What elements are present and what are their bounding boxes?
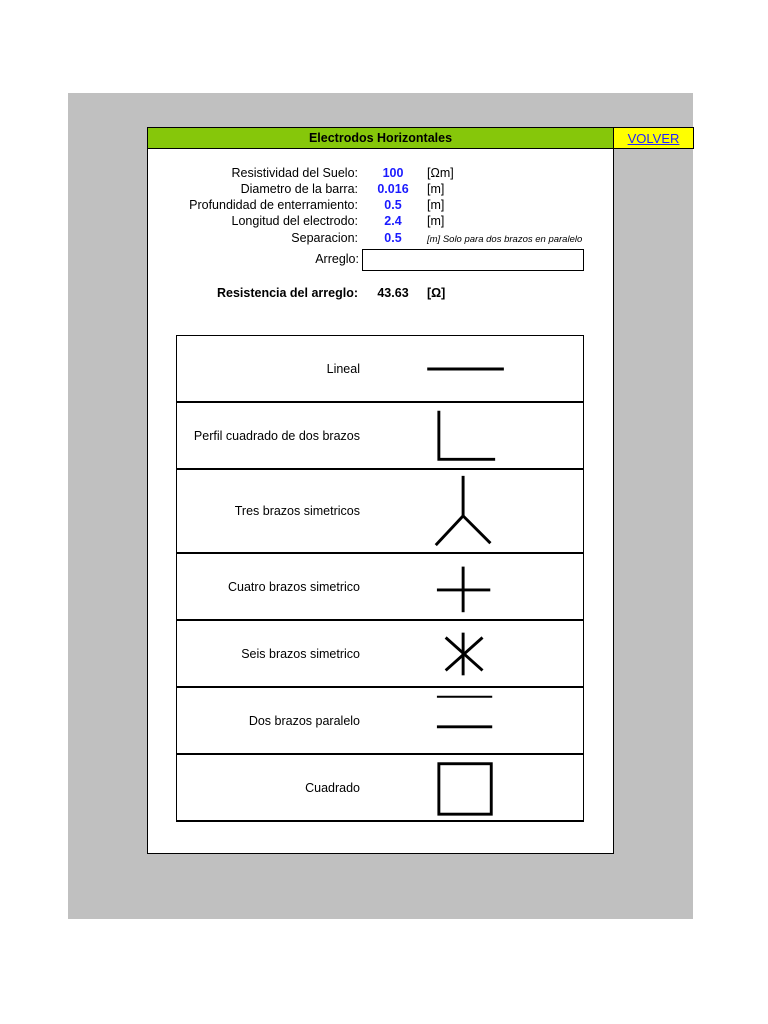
param-row-diametro bbox=[147, 182, 614, 198]
param-row-separacion bbox=[147, 231, 614, 247]
three-arm-icon bbox=[407, 470, 527, 552]
page-title: Electrodos Horizontales bbox=[147, 127, 614, 149]
l-shape-icon bbox=[407, 403, 527, 468]
square-icon bbox=[407, 755, 527, 820]
result-value: 43.63 bbox=[377, 286, 409, 300]
param-unit: [Ωm] bbox=[427, 166, 454, 180]
result-label: Resistencia del arreglo: bbox=[216, 286, 358, 300]
arreglo-label: Arreglo: bbox=[315, 252, 359, 266]
param-row-resistividad bbox=[147, 166, 614, 182]
option-label: Perfil cuadrado de dos brazos bbox=[193, 428, 360, 443]
four-arm-icon bbox=[407, 554, 527, 619]
param-unit: [m] bbox=[427, 198, 445, 212]
option-seis-brazos[interactable] bbox=[177, 621, 583, 688]
param-value[interactable]: 0.016 bbox=[377, 182, 409, 196]
param-row-profundidad bbox=[147, 198, 614, 214]
option-lineal[interactable] bbox=[177, 336, 583, 403]
param-value[interactable]: 0.5 bbox=[384, 198, 402, 212]
param-value[interactable]: 0.5 bbox=[384, 231, 402, 245]
back-button[interactable]: VOLVER bbox=[613, 127, 694, 149]
result-unit: [Ω] bbox=[427, 286, 446, 300]
option-tres-brazos[interactable] bbox=[177, 470, 583, 554]
param-label: Diametro de la barra: bbox=[240, 182, 358, 196]
option-label: Cuadrado bbox=[305, 780, 360, 795]
option-label: Tres brazos simetricos bbox=[234, 504, 360, 518]
horizontal-line-icon bbox=[407, 336, 527, 401]
option-perfil-cuadrado[interactable] bbox=[177, 403, 583, 470]
param-unit: [m] bbox=[427, 214, 445, 228]
param-label: Profundidad de enterramiento: bbox=[189, 198, 358, 212]
param-unit: [m] bbox=[427, 182, 445, 196]
option-label: Dos brazos paralelo bbox=[248, 713, 360, 728]
param-value[interactable]: 100 bbox=[382, 166, 404, 180]
arreglo-input[interactable] bbox=[362, 249, 584, 271]
param-unit-note: [m] Solo para dos brazos en paralelo bbox=[427, 234, 583, 245]
option-label: Lineal bbox=[326, 361, 360, 376]
option-label: Seis brazos simetrico bbox=[241, 646, 360, 661]
six-arm-icon bbox=[407, 621, 527, 686]
param-value[interactable]: 2.4 bbox=[384, 214, 402, 228]
parallel-lines-icon bbox=[407, 688, 527, 753]
option-cuadrado[interactable] bbox=[177, 755, 583, 822]
option-dos-brazos-paralelo[interactable] bbox=[177, 688, 583, 755]
option-cuatro-brazos[interactable] bbox=[177, 554, 583, 621]
param-label: Resistividad del Suelo: bbox=[231, 166, 358, 180]
arrangement-options bbox=[176, 335, 584, 822]
option-label: Cuatro brazos simetrico bbox=[228, 579, 360, 594]
param-row-longitud bbox=[147, 214, 614, 230]
param-label: Longitud del electrodo: bbox=[231, 214, 358, 228]
param-label: Separacion: bbox=[291, 231, 358, 245]
